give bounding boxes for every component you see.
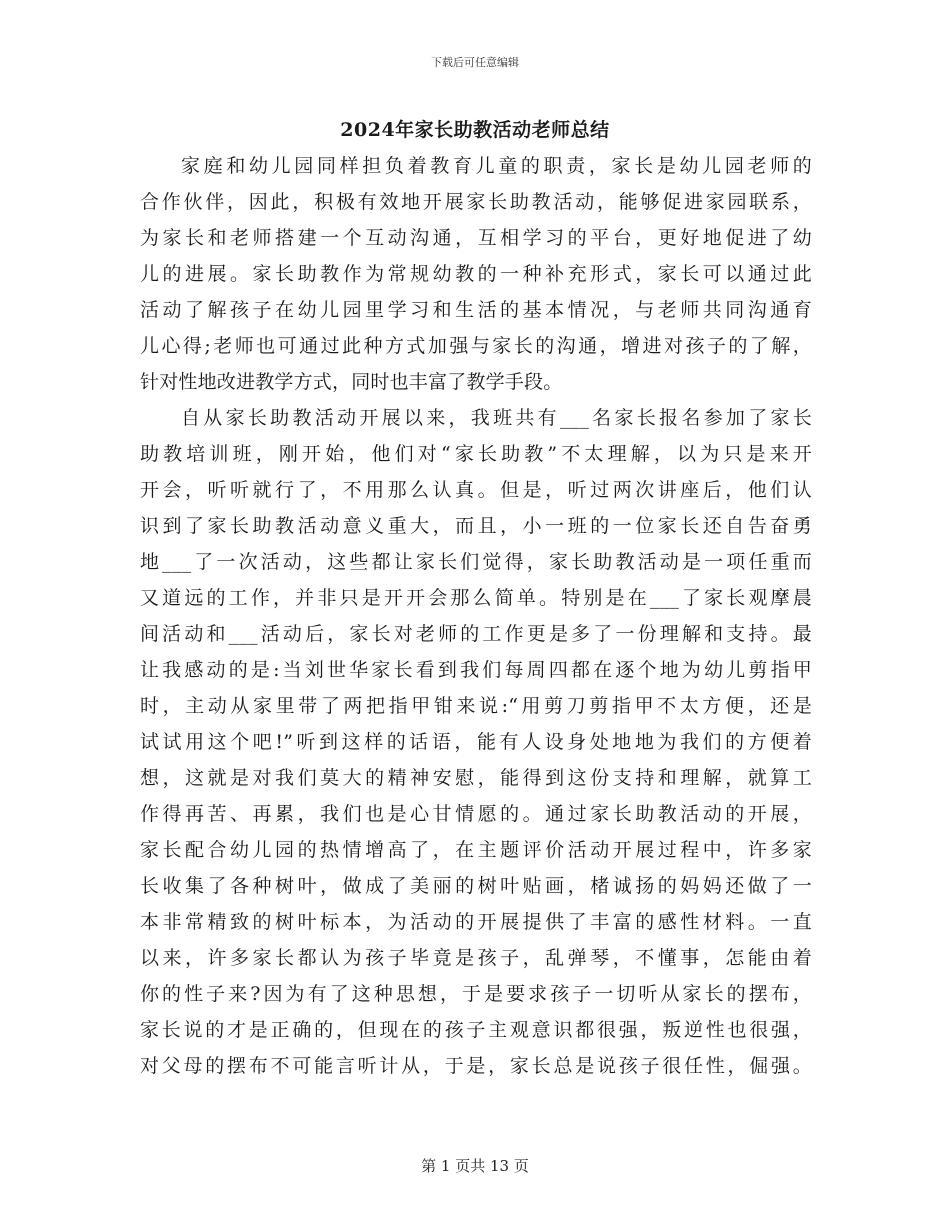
text-line: 开会，听听就行了，不用那么认真。但是，听过两次讲座后，他们认 (140, 479, 812, 501)
text-line: 本非常精致的树叶标本，为活动的开展提供了丰富的感性材料。一直 (140, 911, 812, 933)
text-line: 以来，许多家长都认为孩子毕竟是孩子，乱弹琴，不懂事，怎能由着 (140, 947, 812, 969)
text-line: 识到了家长助教活动意义重大，而且，小一班的一位家长还自告奋勇 (140, 515, 812, 537)
text-line: 地___了一次活动，这些都让家长们觉得，家长助教活动是一项任重而 (140, 551, 812, 573)
page-number: 第 1 页共 13 页 (421, 1157, 529, 1175)
document-body (140, 148, 812, 1084)
text-line: 儿的进展。家长助教作为常规幼教的一种补充形式，家长可以通过此 (140, 263, 812, 285)
text-line: 对父母的摆布不可能言听计从，于是，家长总是说孩子很任性，倔强。 (140, 1055, 812, 1077)
paragraph-2 (140, 400, 812, 1084)
document-title: 2024年家长助教活动老师总结 (340, 119, 610, 141)
text-line: 试试用这个吧!”听到这样的话语，能有人设身处地地为我们的方便着 (140, 731, 812, 753)
text-line: 家庭和幼儿园同样担负着教育儿童的职责，家长是幼儿园老师的 (181, 155, 812, 177)
text-line: 家长配合幼儿园的热情增高了，在主题评价活动开展过程中，许多家 (140, 839, 812, 861)
text-line: 时，主动从家里带了两把指甲钳来说:“用剪刀剪指甲不太方便，还是 (140, 695, 812, 717)
text-line: 你的性子来?因为有了这种思想，于是要求孩子一切听从家长的摆布， (140, 983, 812, 1005)
text-line: 针对性地改进教学方式，同时也丰富了教学手段。 (140, 371, 563, 393)
paragraph-1 (140, 148, 812, 400)
text-line: 家长说的才是正确的，但现在的孩子主观意识都很强，叛逆性也很强， (140, 1019, 812, 1041)
text-line: 想，这就是对我们莫大的精神安慰，能得到这份支持和理解，就算工 (140, 767, 812, 789)
text-line: 自从家长助教活动开展以来，我班共有___名家长报名参加了家长 (181, 407, 812, 429)
text-line: 活动了解孩子在幼儿园里学习和生活的基本情况，与老师共同沟通育 (140, 299, 812, 321)
text-line: 长收集了各种树叶，做成了美丽的树叶贴画，楮诚扬的妈妈还做了一 (140, 875, 812, 897)
text-line: 让我感动的是:当刘世华家长看到我们每周四都在逐个地为幼儿剪指甲 (140, 659, 812, 681)
header-note: 下载后可任意编辑 (431, 56, 519, 69)
text-line: 间活动和___活动后，家长对老师的工作更是多了一份理解和支持。最 (140, 623, 812, 645)
text-line: 为家长和老师搭建一个互动沟通，互相学习的平台，更好地促进了幼 (140, 227, 812, 249)
text-line: 又道远的工作，并非只是开开会那么简单。特别是在___了家长观摩晨 (140, 587, 812, 609)
text-line: 助教培训班，刚开始，他们对“家长助教”不太理解，以为只是来开 (140, 443, 812, 465)
text-line: 儿心得;老师也可通过此种方式加强与家长的沟通，增进对孩子的了解， (140, 335, 812, 357)
text-line: 作得再苦、再累，我们也是心甘情愿的。通过家长助教活动的开展， (140, 803, 812, 825)
text-line: 合作伙伴，因此，积极有效地开展家长助教活动，能够促进家园联系， (140, 191, 812, 213)
